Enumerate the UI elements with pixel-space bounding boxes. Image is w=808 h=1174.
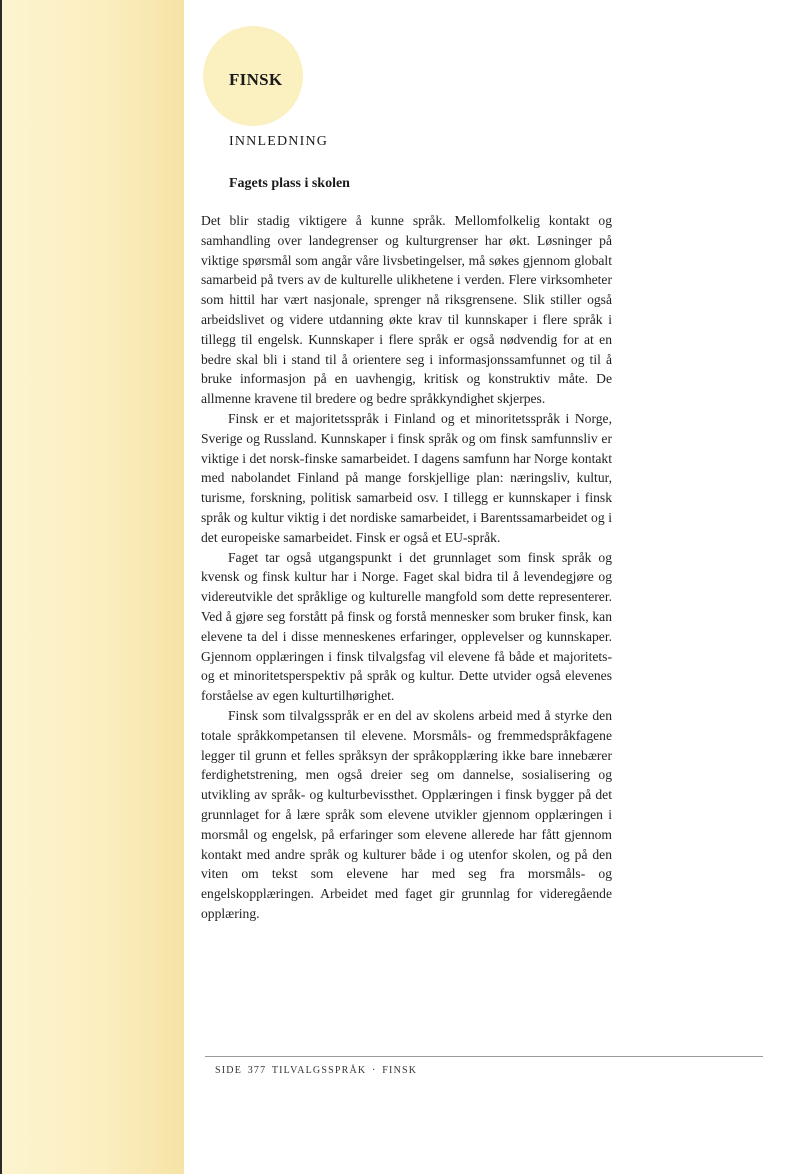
paragraph-3: Faget tar også utgangspunkt i det grunnlaget som finsk språk og kvensk og finsk kultur har i Norge. Faget skal bidra til å levendegjøre og videreutvikle det språklige og kulturelle mangfold som dette representerer. Ved å gjøre seg forstått på finsk og forstå mennesker som bruker finsk, kan elevene ta del i disse menneskenes erfaringer, opplevelser og kunnskaper. Gjennom opplæringen i finsk tilvalgsfag vil elevene få både et majoritets- og et minoritetsperspektiv på språk og kultur. Dette utvider også elevenes forståelse av egen kulturtilhørighet.: [201, 549, 612, 704]
page-edge-line: [0, 0, 2, 1174]
paragraph-4: Finsk som tilvalgsspråk er en del av skolens arbeid med å styrke den totale språkkompetansen til elevene. Morsmåls- og fremmedspråkfagene legger til grunn et felles språksyn der språkopplæring ikke bare innebærer ferdighetstrening, men også dreier seg om dannelse, sosialisering og utvikling av språk- og kulturbevissthet. Opplæringen i finsk bygger på det grunnlaget for å lære språk som elevene utvikler gjennom opplæringen i morsmål og engelsk, på erfaringer som elevene allerede har fått gjennom kontakt med andre språk og kulturer både i og utenfor skolen, og på den viten om tekst som elevene har med seg fra morsmåls- og engelskopplæringen. Arbeidet med faget gir grunnlag for videregående opplæring.: [201, 707, 612, 921]
decorative-side-band: [0, 0, 184, 1174]
section-heading: INNLEDNING: [229, 134, 329, 149]
footer-divider: [205, 1056, 763, 1057]
subject-title: FINSK: [229, 70, 283, 89]
paragraph-2: Finsk er et majoritetsspråk i Finland og et minoritetsspråk i Norge, Sverige og Russland. Kunnskaper i finsk språk og om finsk samfunnsliv er viktige i det norsk-finske samarbeidet. I dagens samfunn har Norge kontakt med nabolandet Finland på mange forskjellige plan: næringsliv, kultur, turisme, forskning, politisk samarbeid osv. I tillegg er kunnskaper i finsk språk og kultur viktig i det nordiske samarbeidet, i Barentssamarbeidet og i det europeiske samarbeidet. Finsk er også et EU-språk.: [201, 410, 612, 545]
page-footer: SIDE 377 TILVALGSSPRÅK · FINSK: [215, 1065, 418, 1076]
subsection-heading: Fagets plass i skolen: [229, 176, 350, 191]
body-text: [201, 211, 612, 924]
paragraph-1: Det blir stadig viktigere å kunne språk. Mellomfolkelig kontakt og samhandling over landegrenser og kulturgrenser har økt. Løsninger på viktige spørsmål som angår våre livsbetingelser, må søkes gjennom globalt samarbeid på tvers av de kulturelle ulikhetene i verden. Flere virksomheter som hittil har vært nasjonale, sprenger nå riksgrensene. Slik stiller også arbeidslivet og videre utdanning økte krav til kunnskaper i flere språk i tillegg til engelsk. Kunnskaper i flere språk er også nødvendig for at en bedre skal bli i stand til å orientere seg i informasjonssamfunnet og til å bruke informasjon på en uavhengig, kritisk og konstruktiv måte. De allmenne kravene til bredere og bedre språkkyndighet skjerpes.: [201, 213, 612, 407]
